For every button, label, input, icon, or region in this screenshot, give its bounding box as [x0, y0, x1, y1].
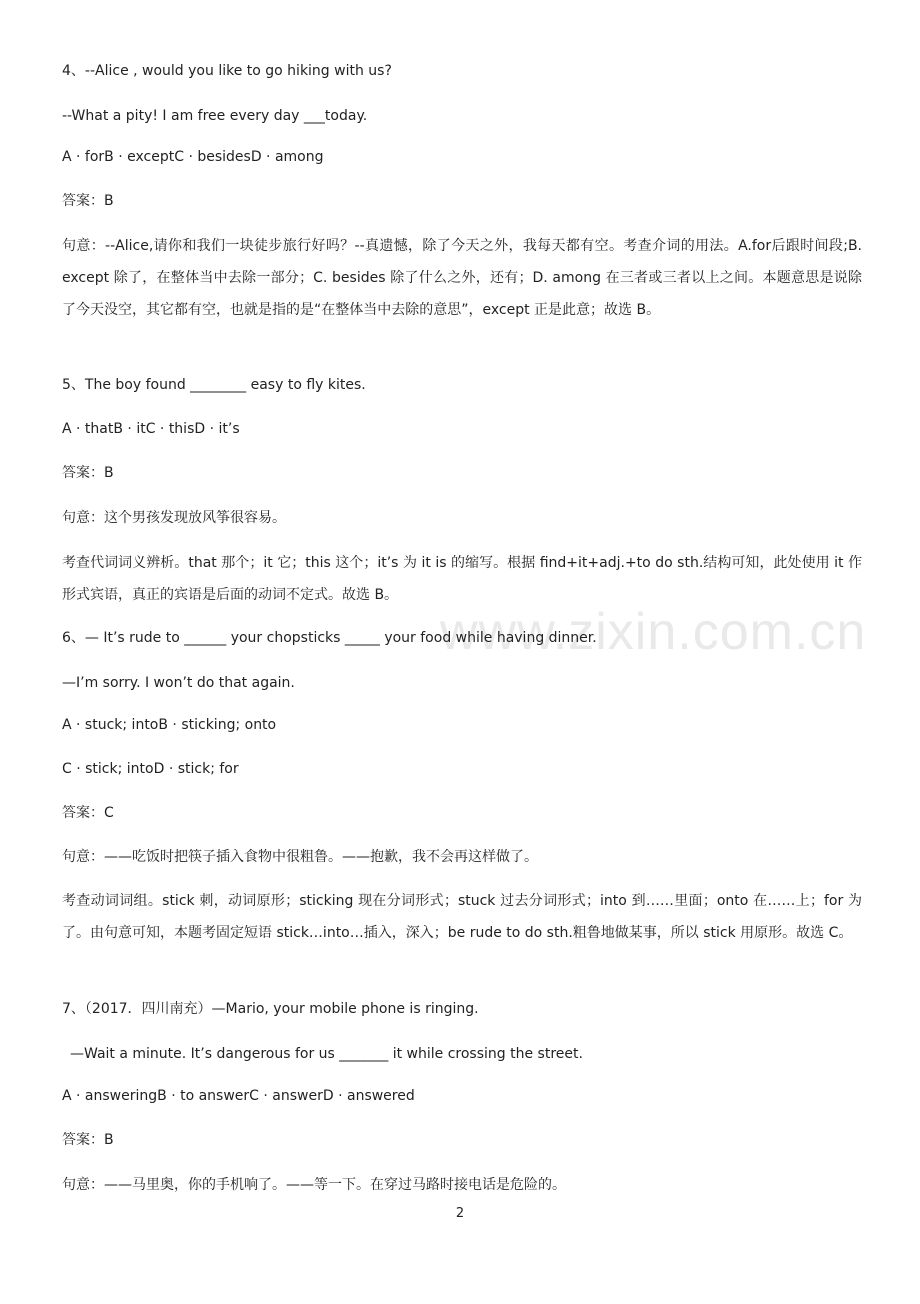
q5-options: A · thatB · itC · thisD · it’s	[62, 421, 240, 437]
q5-analysis: 考查代词词义辨析。that 那个；it 它；this 这个；it’s 为 it is 的缩写。根据 find+it+adj.+to do sth.结构可知，此处使用 it 作形式宾语，真正的宾语是后面的动词不定式。故选 B。	[62, 555, 862, 603]
q6-answer: 答案：C	[62, 805, 114, 821]
q7-question: 7、（2017．四川南充）—Mario, your mobile phone is ringing.	[62, 1001, 479, 1017]
q6-meaning: 句意：——吃饭时把筷子插入食物中很粗鲁。——抱歉，我不会再这样做了。	[62, 849, 538, 865]
q7-answer: 答案：B	[62, 1132, 114, 1148]
q4-question: 4、--Alice , would you like to go hiking with us?	[62, 63, 392, 79]
q4-line2: --What a pity! I am free every day ___today.	[62, 108, 368, 124]
watermark: www.zixin.com.cn	[440, 603, 867, 661]
q5-answer: 答案：B	[62, 465, 114, 481]
q4-explanation: 句意：--Alice,请你和我们一块徒步旅行好吗？--真遗憾，除了今天之外，我每天都有空。考查介词的用法。A.for后跟时间段;B. except 除了，在整体当中去除一部分；C. besides 除了什么之外，还有；D. among 在三者或三者以上之间。本题意思是说除了今天没空，其它都有空，也就是指的是“在整体当中去除的意思”，except 正是此意；故选 B。	[62, 238, 862, 318]
q6-question: 6、— It’s rude to ______ your chopsticks _____ your food while having dinner.	[62, 630, 597, 646]
q7-meaning: 句意：——马里奥，你的手机响了。——等一下。在穿过马路时接电话是危险的。	[62, 1177, 566, 1193]
q6-options-ab: A · stuck; intoB · sticking; onto	[62, 717, 277, 733]
q5-question: 5、The boy found ________ easy to fly kites.	[62, 377, 366, 393]
q5-meaning: 句意：这个男孩发现放风筝很容易。	[62, 510, 286, 526]
q6-options-cd: C · stick; intoD · stick; for	[62, 761, 239, 777]
q4-options: A · forB · exceptC · besidesD · among	[62, 149, 324, 165]
q4-answer: 答案：B	[62, 193, 114, 209]
q6-analysis: 考查动词词组。stick 刺，动词原形；sticking 现在分词形式；stuck 过去分词形式；into 到……里面；onto 在……上；for 为了。由句意可知，本题考固定短语 stick…into…插入，深入；be rude to do sth.粗鲁地做某事，所以 stick 用原形。故选 C。	[62, 893, 862, 941]
page-number: 2	[455, 1206, 465, 1221]
q7-line2: —Wait a minute. It’s dangerous for us _______ it while crossing the street.	[70, 1046, 583, 1062]
q7-options: A · answeringB · to answerC · answerD · answered	[62, 1088, 415, 1104]
q6-line2: —I’m sorry. I won’t do that again.	[62, 675, 295, 691]
